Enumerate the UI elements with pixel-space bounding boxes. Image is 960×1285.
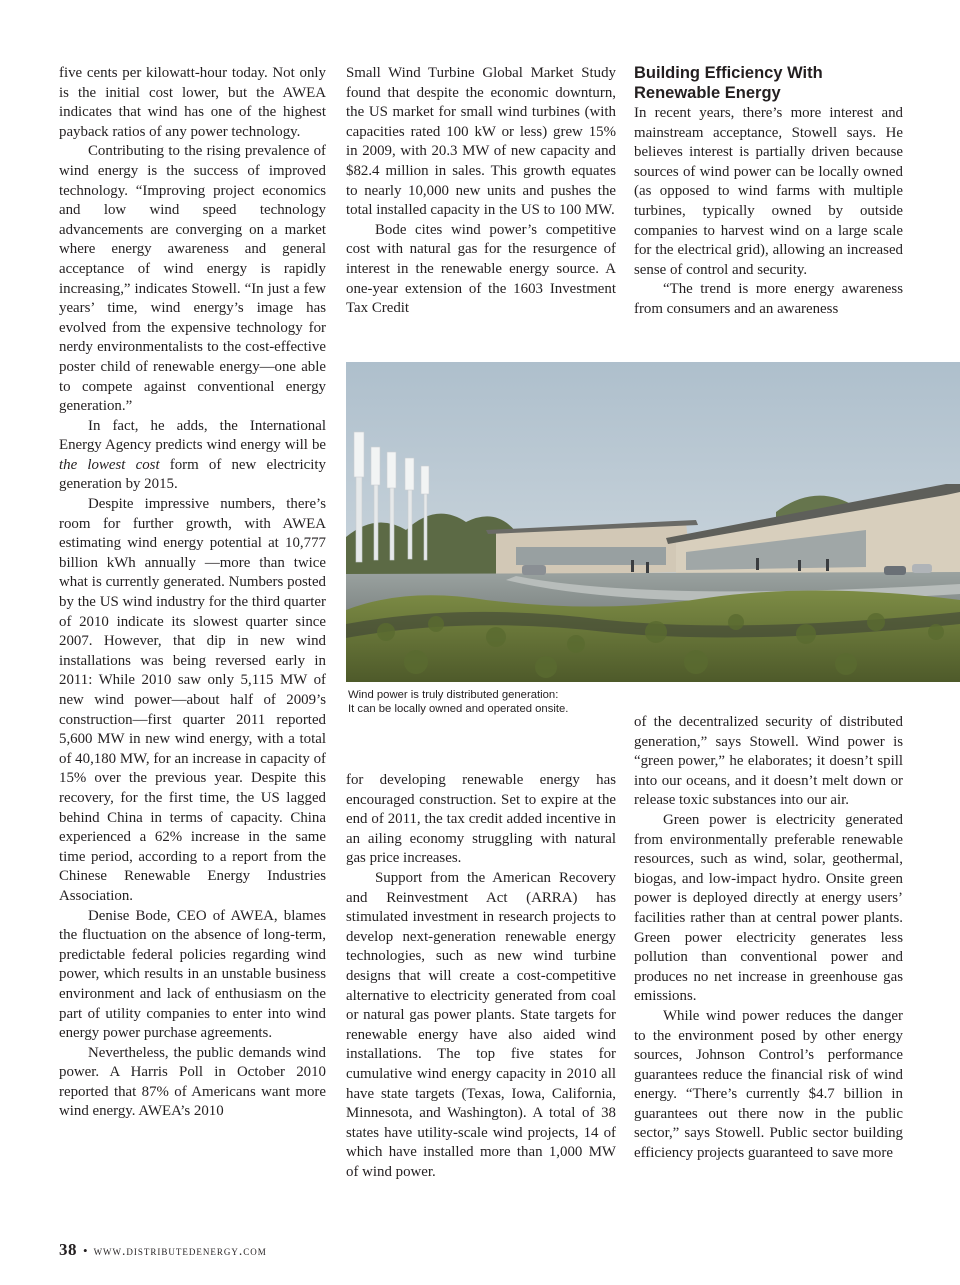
paragraph: for developing renewable energy has encouraged construction. Set to expire at the end of 2011, the tax credit added incentive in an ailing economy struggling with natural gas price increases. <box>346 772 616 867</box>
paragraph: Support from the American Recovery and Reinvestment Act (ARRA) has stimulated investment in research projects to develop next-generation renewable energy technologies, such as new wind turbine designs that will create a cost-competitive alternative to electricity generated from coal or natural gas power plants. State targets for renewable energy have also aided wind installations. The top five states for cumulative wind energy capacity in 2010 all have state targets (Texas, Iowa, California, Minnesota, and Washington). A total of 38 states have utility-scale wind projects, 14 of which have installed more than 1,000 MW of wind power. <box>346 869 616 1180</box>
car <box>884 566 906 575</box>
paragraph: In recent years, there’s more interest and mainstream acceptance, Stowell says. He believes interest is partially driven because sources of wind power can be locally owned (as opposed to wind farms with multiple turbines, typically owned by outside companies to harvest wind on a large scale for the electrical grid), allowing an increased sense of control and security. <box>634 105 903 278</box>
paragraph: Despite impressive numbers, there’s room for further growth, with AWEA estimating wind energy potential at 10,777 billion kWh annually —more than twice what is currently generated. Numbers posted by the US wind industry for the third quarter of 2010 indicate its slowest quarter since 2007. However, that dip in new wind installations was being reversed early in 2011: While 2010 saw only 5,115 MW of new wind power—about half of 2009’s construction—first quarter 2011 reported 5,600 MW in new wind energy, with a total of 40,180 MW, for an increase in capacity of 15% over the previous year. Despite this recovery, for the first time, the US lagged behind China in terms of capacity. China experienced a 62% increase in the same time period, according to a report from the Chinese Renewable Energy Industries Association. <box>59 496 326 904</box>
building-left-windows <box>516 547 666 565</box>
car <box>522 565 546 575</box>
paragraph: Contributing to the rising prevalence of wind energy is the success of improved technology. “Improving project economics and low wind speed technology advancements are converging on a market where energy awareness and general acceptance of wind energy is rapidly increasing,” indicates Stowell. “In just a few years’ time, wind energy’s image has evolved from the expensive technology for nerdy environmentalists to the cost-effective poster child of renewable energy—one able to compete against conventional energy generation.” <box>59 143 326 415</box>
emphasis-text: the lowest cost <box>59 456 160 473</box>
paragraph: Small Wind Turbine Global Market Study found that despite the economic downturn, the US market for small wind turbines (with capacities rated 100 kW or less) grew 15% in 2009, with 20.3 MW of new capacity and $82.4 million in sales. This growth equates to nearly 10,000 new units and pushes the total installed capacity in the US to 100 MW. <box>346 65 616 219</box>
page-footer <box>59 1240 267 1260</box>
photo-caption <box>348 688 628 716</box>
section-heading-line: Renewable Energy <box>634 83 781 102</box>
article-column-3-top <box>634 64 903 348</box>
paragraph <box>59 417 326 495</box>
article-column-1 <box>59 64 326 1244</box>
paragraph: of the decentralized security of distributed generation,” says Stowell. Wind power is “green power,” he elaborates; it doesn’t spill into our oceans, and it doesn’t melt down or release toxic substances into our air. <box>634 714 903 809</box>
paragraph: Nevertheless, the public demands wind power. A Harris Poll in October 2010 reported that 87% of Americans want more wind energy. AWEA’s 2010 <box>59 1044 326 1120</box>
paragraph: Bode cites wind power’s competitive cost with natural gas for the resurgence of interest in the renewable energy source. A one-year extension of the 1603 Investment Tax Credit <box>346 221 616 317</box>
article-column-2-top <box>346 64 616 346</box>
section-heading <box>634 64 903 103</box>
paragraph-text: In fact, he adds, the International Energy Agency predicts wind energy will be <box>59 417 326 454</box>
article-column-2-bottom <box>346 771 616 1231</box>
car <box>912 564 932 573</box>
paragraph-text: form of new electricity generation by 2015. <box>59 456 326 493</box>
footer-separator: • <box>83 1243 88 1258</box>
section-heading-line: Building Efficiency With <box>634 64 823 82</box>
article-column-3-bottom <box>634 713 903 1233</box>
caption-line: Wind power is truly distributed generation: <box>348 689 559 701</box>
website-url[interactable]: www.distributedenergy.com <box>93 1243 267 1258</box>
paragraph: Green power is electricity generated from environmentally preferable renewable resources, such as wind, solar, geothermal, biogas, and low-impact hydro. Onsite green power is deployed directly at energy users’ facilities rather than at central power plants. Green power electricity generates less pollution than conventional power and produces no net increase in greenhouse gas emissions. <box>634 811 903 1005</box>
page-number: 38 <box>59 1240 77 1259</box>
paragraph: “The trend is more energy awareness from consumers and an awareness <box>634 281 903 317</box>
caption-line: It can be locally owned and operated onsite. <box>348 703 569 715</box>
paragraph: five cents per kilowatt-hour today. Not only is the initial cost lower, but the AWEA indicates that wind has one of the highest payback ratios of any power technology. <box>59 65 326 140</box>
paragraph: While wind power reduces the danger to the environment posed by other energy sources, Johnson Control’s performance guarantees reduce the financial risk of wind energy. “There’s currently $4.7 billion in guarantees out there now in the public sector,” says Stowell. Public sector building efficiency projects guaranteed to save more <box>634 1007 903 1162</box>
paragraph: Denise Bode, CEO of AWEA, blames the fluctuation on the absence of long-term, predictable federal policies regarding wind power, which results in an unstable business environment and lack of enthusiasm on the part of utility companies to enter into wind energy power purchase agreements. <box>59 907 326 1042</box>
wind-turbine-campus-photo <box>346 362 960 682</box>
